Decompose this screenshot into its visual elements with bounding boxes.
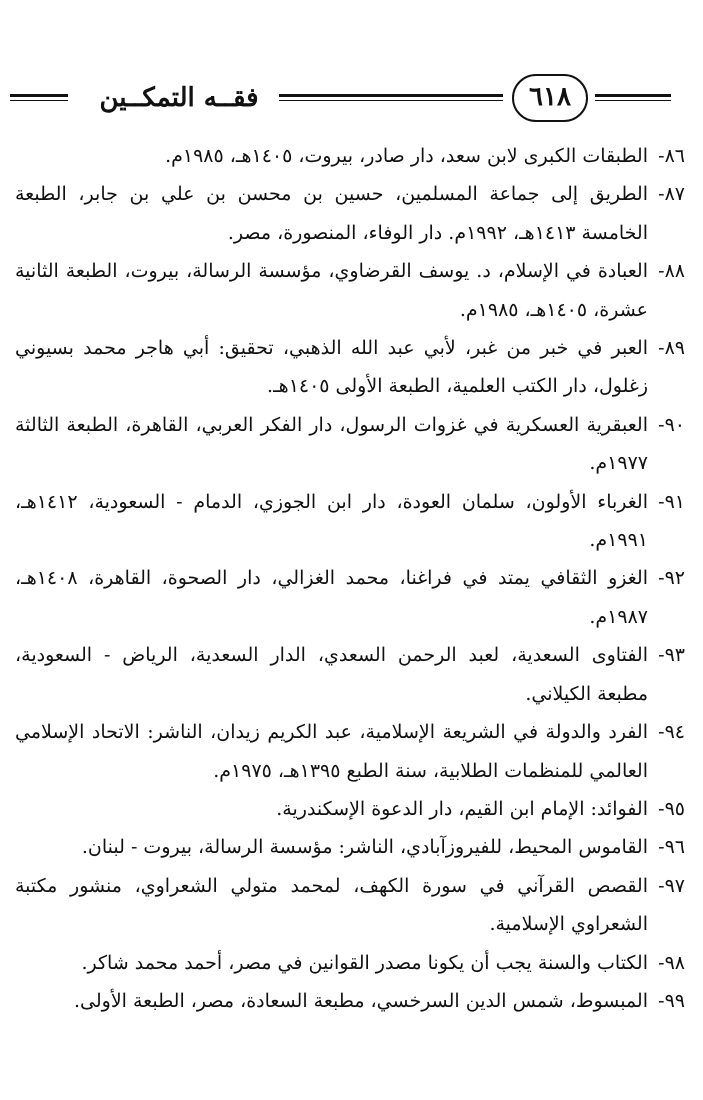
bibliography-entry xyxy=(15,175,685,252)
book-title: فقــه التمكــين xyxy=(99,83,259,113)
bibliography-entry xyxy=(15,406,685,483)
entry-number: ٩٨- xyxy=(658,951,685,974)
entry-text: الكتاب والسنة يجب أن يكونا مصدر القوانين في مصر، أحمد محمد شاكر. xyxy=(81,951,648,974)
entry-number: ٩٣- xyxy=(658,644,685,667)
page-header xyxy=(0,72,703,128)
bibliography-entry xyxy=(15,329,685,406)
bibliography-entry xyxy=(15,713,685,790)
entry-text: العبقرية العسكرية في غزوات الرسول، دار الفكر العربي، القاهرة، الطبعة الثالثة ١٩٧٧م. xyxy=(15,413,648,475)
header-rule-right xyxy=(595,94,671,101)
entry-text: المبسوط، شمس الدين السرخسي، مطبعة السعادة، مصر، الطبعة الأولى. xyxy=(74,989,648,1012)
entry-text: الفرد والدولة في الشريعة الإسلامية، عبد الكريم زيدان، الناشر: الاتحاد الإسلامي العالمي للمنظمات الطلابية، سنة الطبع ١٣٩٥هـ، ١٩٧٥م. xyxy=(15,721,648,782)
bibliography-entry xyxy=(15,944,685,982)
entry-number: ٩٩- xyxy=(658,989,685,1012)
entry-number: ٩٥- xyxy=(658,797,685,820)
bibliography-entry xyxy=(15,790,685,828)
entry-text: العبر في خبر من غبر، لأبي عبد الله الذهبي، تحقيق: أبي هاجر محمد بسيوني زغلول، دار الكتب العلمية، الطبعة الأولى ١٤٠٥هـ. xyxy=(15,337,648,398)
entry-number: ٩٠- xyxy=(658,413,685,436)
entry-text: الطبقات الكبرى لابن سعد، دار صادر، بيروت، ١٤٠٥هـ، ١٩٨٥م. xyxy=(165,145,648,167)
entry-number: ٨٦- xyxy=(658,145,685,167)
bibliography-entry xyxy=(15,483,685,560)
entry-text: الفتاوى السعدية، لعبد الرحمن السعدي، الدار السعدية، الرياض - السعودية، مطبعة الكيلاني. xyxy=(15,644,648,705)
header-rule-left xyxy=(10,94,68,101)
entry-text: القاموس المحيط، للفيروزآبادي، الناشر: مؤسسة الرسالة، بيروت - لبنان. xyxy=(81,836,648,859)
entry-number: ٨٧- xyxy=(658,183,685,206)
bibliography-entry xyxy=(15,636,685,713)
entry-text: الفوائد: الإمام ابن القيم، دار الدعوة الإسكندرية. xyxy=(276,797,648,820)
entry-number: ٨٩- xyxy=(658,337,685,360)
entry-number: ٩٢- xyxy=(658,567,685,590)
bibliography-entry xyxy=(15,828,685,866)
bibliography-list xyxy=(15,137,685,1020)
entry-text: الطريق إلى جماعة المسلمين، حسين بن محسن بن علي بن جابر، الطبعة الخامسة ١٤١٣هـ، ١٩٩٢م. دار الوفاء، المنصورة، مصر. xyxy=(15,183,648,244)
entry-number: ٩١- xyxy=(658,490,685,513)
bibliography-entry xyxy=(15,982,685,1020)
entry-text: الغرباء الأولون، سلمان العودة، دار ابن الجوزي، الدمام - السعودية، ١٤١٢هـ، ١٩٩١م. xyxy=(15,490,648,552)
entry-number: ٩٦- xyxy=(658,836,685,859)
entry-number: ٨٨- xyxy=(658,260,685,283)
header-rule-middle xyxy=(279,94,503,101)
bibliography-entry xyxy=(15,252,685,329)
page-number: ٦١٨ xyxy=(512,74,588,122)
bibliography-entry xyxy=(15,559,685,636)
entry-text: القصص القرآني في سورة الكهف، لمحمد متولي الشعراوي، منشور مكتبة الشعراوي الإسلامية. xyxy=(15,874,648,936)
entry-text: العبادة في الإسلام، د. يوسف القرضاوي، مؤسسة الرسالة، بيروت، الطبعة الثانية عشرة، ١٤٠٥هـ، ١٩٨٥م. xyxy=(15,260,648,321)
bibliography-entry xyxy=(15,137,685,175)
entry-text: الغزو الثقافي يمتد في فراغنا، محمد الغزالي، دار الصحوة، القاهرة، ١٤٠٨هـ، ١٩٨٧م. xyxy=(15,567,648,628)
bibliography-entry xyxy=(15,867,685,944)
entry-number: ٩٤- xyxy=(658,721,685,744)
entry-number: ٩٧- xyxy=(658,874,685,897)
